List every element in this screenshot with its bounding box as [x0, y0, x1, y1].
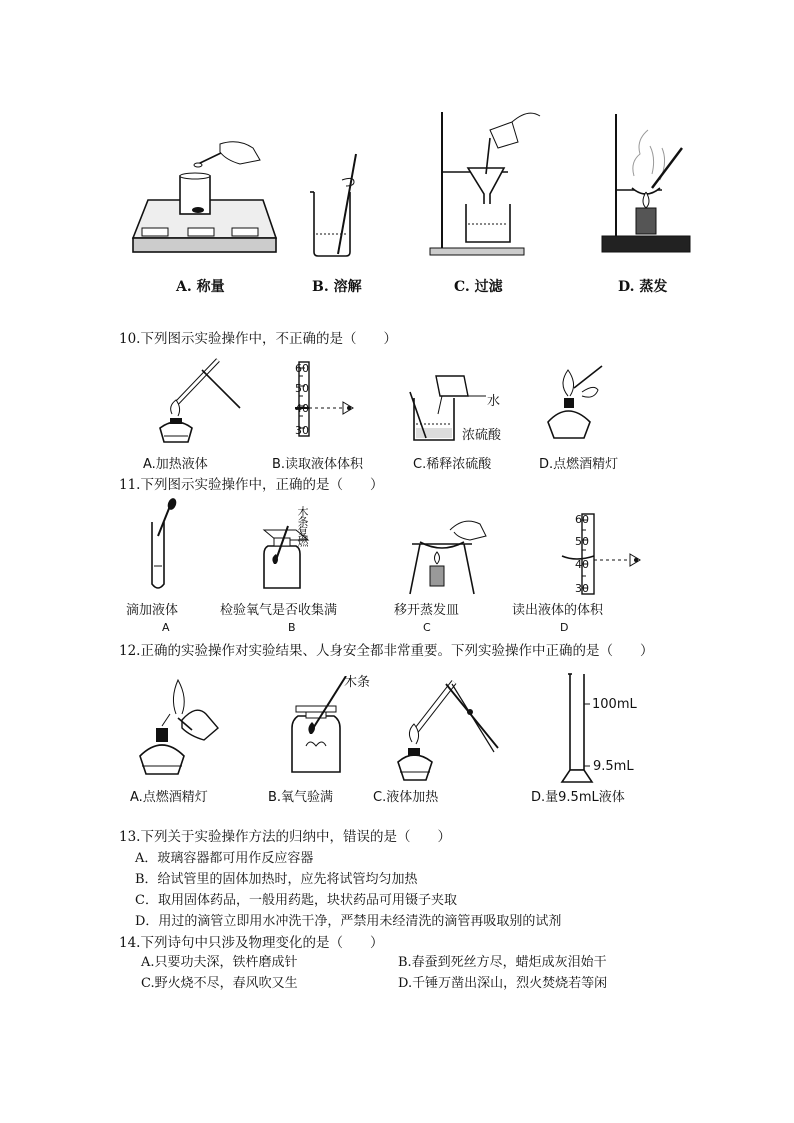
q11-letter-a: A	[162, 621, 170, 634]
q10-label-c: C.稀释浓硫酸	[413, 457, 492, 472]
figure-oxygen-test	[288, 676, 352, 776]
q11-letter-b: B	[288, 621, 296, 634]
q11-tick-50: 50	[575, 535, 589, 548]
q11-letter-d: D	[560, 621, 569, 634]
figure-evaporating	[596, 110, 696, 258]
figure-reading-volume-2	[554, 512, 654, 598]
q11-tick-30: 30	[575, 582, 589, 595]
q12-label-a: A.点燃酒精灯	[130, 790, 208, 805]
figure-lighting-lamp-2	[134, 674, 224, 780]
figure-lighting-lamp	[544, 360, 606, 440]
q14-question: 14.下列诗句中只涉及物理变化的是（ ）	[119, 935, 384, 951]
q12-label-c: C.液体加热	[373, 790, 439, 805]
figure-filtering	[428, 108, 548, 258]
figure-dissolving	[302, 150, 362, 260]
q12-cyl-bottom: 9.5mL	[593, 759, 634, 774]
q13-option-a: A．玻璃容器都可用作反应容器	[135, 851, 314, 866]
q11-label-c: 移开蒸发皿	[394, 603, 460, 618]
q14-option-c: C.野火烧不尽，春风吹又生	[141, 976, 298, 991]
figure-weighing	[128, 138, 278, 258]
q12-annot-stick: 木条	[344, 675, 371, 690]
q10-label-a: A.加热液体	[143, 457, 208, 472]
q10-tick-50: 50	[295, 382, 309, 395]
q13-question: 13.下列关于实验操作方法的归纳中，错误的是（ ）	[119, 829, 451, 845]
q9-label-c: C. 过滤	[454, 279, 503, 295]
q10-annot-acid: 浓硫酸	[462, 428, 502, 443]
q11-label-b: 检验氧气是否收集满	[220, 603, 338, 618]
q12-label-d: D.量9.5mL液体	[531, 790, 625, 805]
q11-annot-stick: 木条复燃	[296, 506, 309, 546]
q9-label-d: D. 蒸发	[618, 279, 668, 295]
q11-tick-40: 40	[575, 558, 589, 571]
q12-cyl-top: 100mL	[592, 697, 637, 712]
q10-tick-40: 40	[295, 402, 309, 415]
q10-tick-30: 30	[295, 424, 309, 437]
q9-label-b: B. 溶解	[312, 279, 362, 295]
q10-question: 10.下列图示实验操作中，不正确的是（ ）	[119, 331, 397, 347]
q10-tick-60: 60	[295, 362, 309, 375]
figure-heating-liquid	[156, 356, 246, 448]
q14-option-a: A.只要功夫深，铁杵磨成针	[141, 955, 298, 970]
figure-removing-dish	[406, 514, 490, 596]
q10-annot-water: 水	[487, 394, 501, 409]
q14-option-d: D.千锤万凿出深山，烈火焚烧若等闲	[398, 976, 608, 991]
q13-option-b: B．给试管里的固体加热时，应先将试管均匀加热	[135, 872, 418, 887]
q11-question: 11.下列图示实验操作中，正确的是（ ）	[119, 477, 384, 493]
q14-option-b: B.春蚕到死丝方尽，蜡炬成灰泪始干	[398, 955, 607, 970]
q10-label-b: B.读取液体体积	[272, 457, 364, 472]
q10-label-d: D.点燃酒精灯	[539, 457, 619, 472]
q13-option-d: D．用过的滴管立即用水冲洗干净，严禁用未经清洗的滴管再吸取别的试剂	[135, 914, 562, 929]
q13-option-c: C．取用固体药品，一般用药匙，块状药品可用镊子夹取	[135, 893, 457, 908]
q12-question: 12.正确的实验操作对实验结果、人身安全都非常重要。下列实验操作中正确的是（ ）	[119, 643, 654, 659]
q12-label-b: B.氧气验满	[268, 790, 334, 805]
q9-label-a: A. 称量	[176, 279, 225, 295]
q11-label-a: 滴加液体	[126, 603, 179, 618]
q11-label-d: 读出液体的体积	[512, 603, 604, 618]
q11-tick-60: 60	[575, 513, 589, 526]
q11-letter-c: C	[423, 621, 431, 634]
figure-heating-tube	[392, 676, 500, 782]
figure-adding-liquid	[144, 496, 184, 592]
